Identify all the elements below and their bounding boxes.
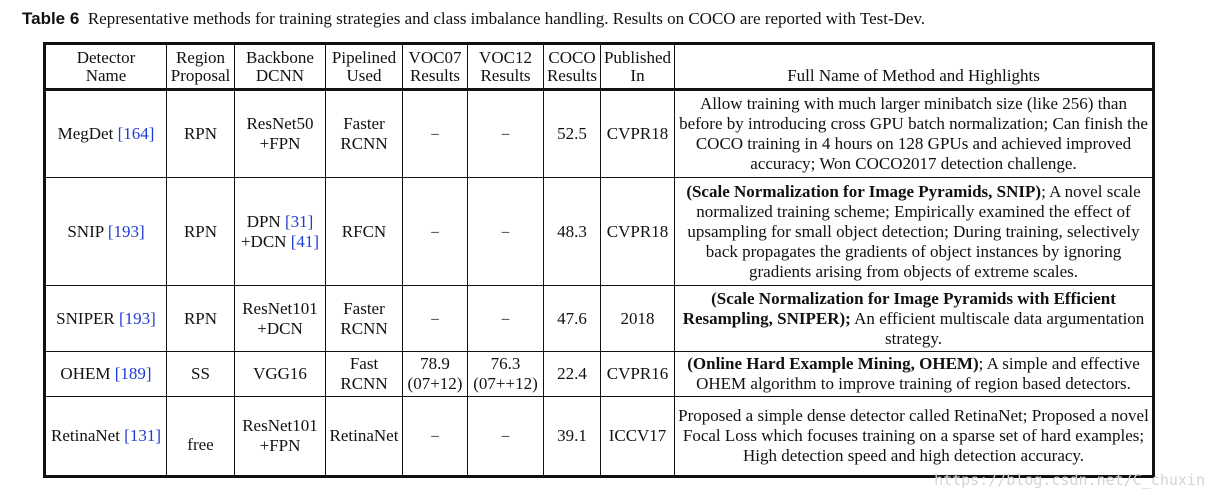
highlight-text: ; A simple and effective OHEM algorithm to improve training of region based detectors. [696, 354, 1140, 393]
header-line: In [630, 65, 645, 85]
table-row [45, 397, 1154, 477]
header-line: VOC07 [408, 47, 462, 67]
cell-line: RCNN [340, 318, 388, 338]
cell-line: +DCN [41] [240, 231, 320, 251]
cell-line: – [501, 126, 510, 142]
cell-line: RPN [183, 124, 218, 143]
cell-line: RPN [183, 221, 218, 241]
header-line: Results [409, 65, 461, 85]
header-line: Name [85, 65, 127, 85]
backbone-cell [235, 286, 326, 352]
cell-line: RCNN [340, 134, 388, 153]
header-line: Results [480, 65, 531, 85]
reference-link: [41] [290, 231, 320, 251]
detector-name-cell [45, 286, 167, 352]
reference-link: [131] [124, 426, 161, 445]
cell-line: free [187, 435, 214, 454]
cell-line: – [431, 428, 439, 444]
cell-line: – [501, 310, 510, 327]
cell-line: – [501, 223, 510, 240]
pipeline-cell [326, 178, 403, 286]
column-header [167, 44, 235, 90]
voc07-cell [403, 178, 468, 286]
highlights-cell [675, 352, 1154, 397]
column-header [468, 44, 544, 90]
cell-line: – [431, 126, 439, 142]
pipeline-cell [326, 397, 403, 477]
cell-line: RCNN [340, 374, 388, 393]
detector-name: SNIPER [56, 308, 115, 328]
table-row [45, 352, 1154, 397]
voc07-cell [403, 90, 468, 178]
header-line: Full Name of Method and Highlights [787, 66, 1040, 85]
header-line: Proposal [170, 65, 231, 85]
column-header [403, 44, 468, 90]
reference-link: [193] [107, 221, 145, 241]
reference-link: [31] [284, 211, 314, 231]
detector-name-cell [45, 397, 167, 477]
voc07-cell [403, 352, 468, 397]
highlight-title: (Scale Normalization for Image Pyramids with Efficient Resampling, SNIPER); [682, 288, 1116, 328]
header-row [45, 44, 1154, 90]
reference-link: [164] [117, 124, 155, 143]
published-cell: CVPR16 [601, 352, 675, 397]
cell-line: Faster [343, 114, 385, 133]
detector-name-cell [45, 90, 167, 178]
highlight-title: (Scale Normalization for Image Pyramids, SNIP) [686, 181, 1042, 201]
detector-name-cell [45, 352, 167, 397]
highlights-cell [675, 286, 1154, 352]
cell-line: – [501, 428, 510, 444]
cell-line: – [431, 310, 439, 327]
header-line: Used [346, 65, 382, 85]
backbone-cell [235, 397, 326, 477]
coco-cell: 48.3 [544, 178, 601, 286]
caption-text: Representative methods for training strategies and class imbalance handling. Results on COCO are reported with Test-Dev. [87, 9, 926, 28]
header-line: VOC12 [479, 47, 532, 67]
coco-cell: 39.1 [544, 397, 601, 477]
highlight-title: (Online Hard Example Mining, OHEM) [687, 354, 979, 373]
caption-tag: Table 6 [22, 9, 80, 28]
region-proposal-cell [167, 286, 235, 352]
coco-cell: 47.6 [544, 286, 601, 352]
coco-cell: 52.5 [544, 90, 601, 178]
column-header [601, 44, 675, 90]
pipeline-cell [326, 90, 403, 178]
voc12-cell [468, 397, 544, 477]
voc12-cell [468, 90, 544, 178]
table-row [45, 178, 1154, 286]
header-line: COCO [548, 47, 596, 67]
header-line: Pipelined [331, 47, 397, 67]
cell-line: ResNet101 [242, 416, 318, 435]
region-proposal-cell [167, 352, 235, 397]
cell-line: +DCN [257, 318, 303, 338]
coco-cell: 22.4 [544, 352, 601, 397]
published-cell: ICCV17 [601, 397, 675, 477]
highlights-cell [675, 397, 1154, 477]
watermark: https://blog.csdn.net/C_chuxin [934, 471, 1205, 489]
cell-line: +FPN [259, 436, 301, 455]
header-line: Results [546, 65, 598, 85]
cell-line: VGG16 [253, 364, 307, 383]
header-line: Region [175, 47, 226, 67]
highlight-text: Proposed a simple dense detector called RetinaNet; Proposed a novel Focal Loss which focuses training on a sparse set of hard examples; High detection speed and high detection accuracy. [678, 406, 1149, 465]
column-header [675, 44, 1154, 90]
backbone-cell [235, 352, 326, 397]
column-header [45, 44, 167, 90]
published-cell: CVPR18 [601, 178, 675, 286]
region-proposal-cell [167, 397, 235, 477]
highlights-cell [675, 178, 1154, 286]
column-header [326, 44, 403, 90]
detector-name-cell [45, 178, 167, 286]
cell-line: DPN [31] [246, 211, 314, 231]
reference-link: [193] [119, 308, 156, 328]
cell-line: 76.3 [490, 354, 521, 373]
region-proposal-cell [167, 178, 235, 286]
region-proposal-cell [167, 90, 235, 178]
reference-link: [189] [114, 364, 152, 383]
cell-line: SS [191, 364, 210, 383]
voc07-cell [403, 397, 468, 477]
detector-name: RetinaNet [51, 426, 120, 445]
voc07-cell [403, 286, 468, 352]
pipeline-cell [326, 352, 403, 397]
header-line: Backbone [246, 47, 314, 67]
highlights-cell [675, 90, 1154, 178]
header-line: DCNN [255, 65, 305, 85]
cell-line: RPN [183, 308, 218, 328]
methods-table [43, 42, 1155, 478]
voc12-cell [468, 286, 544, 352]
backbone-cell [235, 90, 326, 178]
voc12-cell [468, 352, 544, 397]
cell-line: (07++12) [473, 374, 538, 393]
detector-name: SNIP [67, 221, 104, 241]
table-body [45, 90, 1154, 477]
cell-line: RFCN [341, 221, 387, 241]
cell-line: 78.9 [420, 354, 450, 373]
column-header [235, 44, 326, 90]
highlight-text: An efficient multiscale data argumentation strategy. [850, 308, 1145, 348]
column-header [544, 44, 601, 90]
highlight-text: ; A novel scale normalized training scheme; Empirically examined the effect of upsampling for small object detection; During training, selectively back propagates the gradients of object instances by ignoring gradients arising from objects of extreme scales. [687, 181, 1141, 281]
detector-name: OHEM [60, 364, 111, 383]
table-row [45, 286, 1154, 352]
highlight-text: Allow training with much larger minibatch size (like 256) than before by introducing cross GPU batch normalization; Can finish the COCO training in 4 hours on 128 GPUs and achieved improved accuracy; Won COCO2017 detection challenge. [679, 94, 1148, 173]
published-cell: 2018 [601, 286, 675, 352]
cell-line: – [431, 223, 439, 240]
cell-line: Faster [343, 298, 385, 318]
cell-line: (07+12) [407, 374, 463, 393]
header-line: Published [603, 47, 672, 67]
cell-line: ResNet101 [242, 298, 318, 318]
pipeline-cell [326, 286, 403, 352]
cell-line: +FPN [259, 134, 301, 153]
table-caption [22, 9, 925, 29]
voc12-cell [468, 178, 544, 286]
cell-line: Fast [349, 354, 379, 373]
table-row [45, 90, 1154, 178]
header-line: Detector [76, 47, 136, 67]
backbone-cell [235, 178, 326, 286]
cell-line: RetinaNet [329, 426, 399, 445]
detector-name: MegDet [57, 124, 114, 143]
published-cell: CVPR18 [601, 90, 675, 178]
cell-line: ResNet50 [246, 114, 314, 133]
